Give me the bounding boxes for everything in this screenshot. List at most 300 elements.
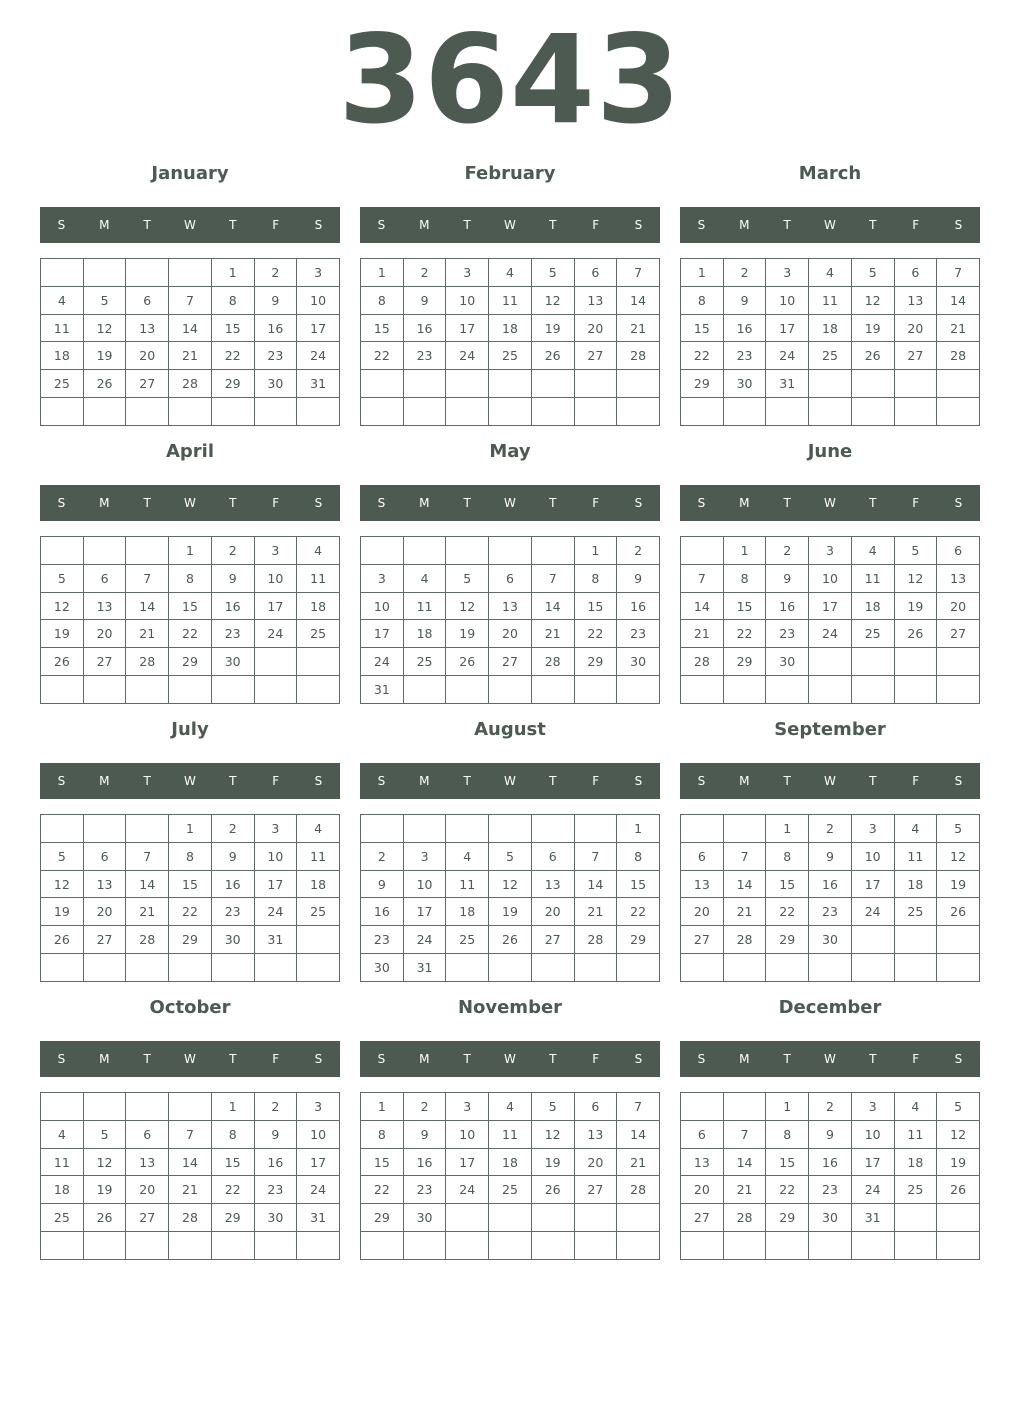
empty-cell: [766, 954, 809, 982]
day-cell: 1: [211, 1093, 254, 1121]
day-cell: 3: [297, 1093, 340, 1121]
weekday-label: S: [57, 218, 66, 232]
day-cell: 22: [766, 1176, 809, 1204]
day-cell: 11: [894, 842, 937, 870]
day-cell: 25: [851, 620, 894, 648]
weekday-label: M: [419, 496, 430, 510]
weekday-label: S: [314, 774, 323, 788]
day-cell: 18: [851, 592, 894, 620]
day-cell: 12: [894, 564, 937, 592]
day-cell: 23: [254, 1176, 297, 1204]
weekday-label: S: [634, 496, 643, 510]
month-name: February: [464, 163, 556, 184]
day-cell: 16: [617, 592, 660, 620]
day-cell: 9: [211, 842, 254, 870]
week-row: [681, 842, 980, 870]
weekday-label: T: [229, 774, 237, 788]
day-cell: 23: [809, 898, 852, 926]
day-grid: [360, 536, 660, 704]
weekday-label: S: [954, 774, 963, 788]
week-row: [681, 620, 980, 648]
empty-cell: [446, 537, 489, 565]
day-cell: 30: [809, 926, 852, 954]
day-cell: 22: [169, 620, 212, 648]
empty-cell: [211, 676, 254, 704]
empty-cell: [617, 1204, 660, 1232]
day-cell: 5: [894, 537, 937, 565]
day-cell: 13: [531, 870, 574, 898]
day-cell: 13: [574, 1120, 617, 1148]
day-cell: 13: [681, 870, 724, 898]
day-cell: 4: [489, 1093, 532, 1121]
day-cell: 6: [489, 564, 532, 592]
day-cell: 16: [809, 1148, 852, 1176]
day-cell: 30: [254, 370, 297, 398]
week-row: [681, 1232, 980, 1260]
empty-cell: [446, 815, 489, 843]
empty-cell: [126, 1093, 169, 1121]
week-row: [361, 898, 660, 926]
day-cell: 28: [531, 648, 574, 676]
day-cell: 16: [723, 314, 766, 342]
day-cell: 8: [617, 842, 660, 870]
week-row: [681, 286, 980, 314]
week-row: [361, 286, 660, 314]
empty-cell: [723, 398, 766, 426]
weekday-label: T: [143, 774, 151, 788]
day-cell: 29: [766, 1204, 809, 1232]
day-cell: 21: [681, 620, 724, 648]
weekday-label: S: [634, 1052, 643, 1066]
empty-cell: [851, 954, 894, 982]
week-row: [681, 1204, 980, 1232]
day-cell: 11: [894, 1120, 937, 1148]
empty-cell: [83, 676, 126, 704]
day-cell: 31: [297, 1204, 340, 1232]
weekday-label: F: [592, 496, 600, 510]
day-cell: 15: [361, 1148, 404, 1176]
week-row: [681, 1120, 980, 1148]
day-cell: 20: [531, 898, 574, 926]
day-cell: 17: [403, 898, 446, 926]
weekday-label: S: [314, 496, 323, 510]
day-cell: 26: [83, 1204, 126, 1232]
day-cell: 1: [766, 815, 809, 843]
weekday-label: T: [869, 496, 877, 510]
weekday-label: W: [184, 218, 196, 232]
empty-cell: [41, 676, 84, 704]
empty-cell: [617, 1232, 660, 1260]
weekday-label: F: [272, 218, 280, 232]
day-cell: 6: [83, 564, 126, 592]
empty-cell: [446, 676, 489, 704]
weekday-label: T: [229, 1052, 237, 1066]
empty-cell: [531, 1232, 574, 1260]
empty-cell: [169, 259, 212, 287]
week-row: [41, 564, 340, 592]
day-cell: 25: [894, 1176, 937, 1204]
empty-cell: [83, 398, 126, 426]
week-row: [361, 314, 660, 342]
day-cell: 11: [446, 870, 489, 898]
day-cell: 29: [169, 648, 212, 676]
day-cell: 24: [851, 1176, 894, 1204]
day-cell: 6: [574, 259, 617, 287]
day-cell: 12: [531, 1120, 574, 1148]
weekday-header: [40, 1041, 340, 1077]
week-row: [361, 620, 660, 648]
day-cell: 18: [41, 342, 84, 370]
day-cell: 4: [851, 537, 894, 565]
day-cell: 2: [723, 259, 766, 287]
day-grid: [40, 536, 340, 704]
day-cell: 9: [211, 564, 254, 592]
day-cell: 2: [211, 815, 254, 843]
day-cell: 26: [446, 648, 489, 676]
day-cell: 22: [617, 898, 660, 926]
empty-cell: [894, 648, 937, 676]
day-cell: 8: [723, 564, 766, 592]
weekday-label: W: [504, 774, 516, 788]
day-cell: 6: [531, 842, 574, 870]
day-cell: 5: [83, 1120, 126, 1148]
day-cell: 24: [446, 342, 489, 370]
empty-cell: [297, 926, 340, 954]
week-row: [681, 1176, 980, 1204]
empty-cell: [681, 1093, 724, 1121]
day-cell: 17: [851, 1148, 894, 1176]
day-cell: 2: [617, 537, 660, 565]
empty-cell: [809, 370, 852, 398]
empty-cell: [361, 370, 404, 398]
weekday-label: W: [504, 1052, 516, 1066]
week-row: [361, 398, 660, 426]
day-cell: 6: [574, 1093, 617, 1121]
weekday-label: S: [57, 496, 66, 510]
week-row: [361, 954, 660, 982]
empty-cell: [574, 370, 617, 398]
day-cell: 21: [531, 620, 574, 648]
week-row: [361, 342, 660, 370]
empty-cell: [851, 926, 894, 954]
empty-cell: [851, 370, 894, 398]
day-cell: 23: [211, 898, 254, 926]
weekday-label: M: [739, 496, 750, 510]
day-cell: 8: [681, 286, 724, 314]
day-cell: 29: [211, 370, 254, 398]
week-row: [361, 537, 660, 565]
day-cell: 28: [617, 1176, 660, 1204]
weekday-label: F: [592, 218, 600, 232]
weekday-label: F: [912, 218, 920, 232]
day-cell: 9: [403, 1120, 446, 1148]
day-cell: 1: [574, 537, 617, 565]
day-cell: 16: [254, 314, 297, 342]
day-cell: 5: [489, 842, 532, 870]
day-cell: 3: [851, 1093, 894, 1121]
day-cell: 3: [254, 537, 297, 565]
day-cell: 1: [681, 259, 724, 287]
day-cell: 18: [403, 620, 446, 648]
empty-cell: [254, 648, 297, 676]
day-cell: 15: [766, 870, 809, 898]
day-cell: 23: [403, 342, 446, 370]
empty-cell: [297, 954, 340, 982]
day-cell: 3: [851, 815, 894, 843]
day-cell: 7: [169, 1120, 212, 1148]
week-row: [681, 342, 980, 370]
empty-cell: [574, 1232, 617, 1260]
day-cell: 22: [211, 1176, 254, 1204]
day-cell: 13: [83, 592, 126, 620]
day-cell: 20: [126, 342, 169, 370]
day-cell: 10: [254, 564, 297, 592]
day-cell: 5: [41, 564, 84, 592]
day-cell: 15: [169, 870, 212, 898]
day-cell: 4: [489, 259, 532, 287]
day-cell: 14: [574, 870, 617, 898]
empty-cell: [894, 398, 937, 426]
weekday-label: S: [954, 218, 963, 232]
week-row: [681, 592, 980, 620]
week-row: [681, 926, 980, 954]
day-cell: 22: [361, 342, 404, 370]
weekday-label: T: [143, 496, 151, 510]
day-cell: 29: [681, 370, 724, 398]
day-cell: 7: [937, 259, 980, 287]
empty-cell: [723, 954, 766, 982]
weekday-label: T: [869, 1052, 877, 1066]
day-cell: 19: [489, 898, 532, 926]
weekday-label: W: [184, 496, 196, 510]
day-cell: 17: [297, 1148, 340, 1176]
day-cell: 26: [937, 898, 980, 926]
weekday-label: S: [377, 1052, 386, 1066]
week-row: [41, 1232, 340, 1260]
day-cell: 27: [894, 342, 937, 370]
week-row: [41, 286, 340, 314]
weekday-label: F: [272, 774, 280, 788]
day-cell: 29: [169, 926, 212, 954]
weekday-label: T: [143, 1052, 151, 1066]
weekday-label: T: [783, 1052, 791, 1066]
weekday-header: [680, 485, 980, 521]
day-cell: 12: [41, 592, 84, 620]
empty-cell: [723, 815, 766, 843]
day-cell: 30: [403, 1204, 446, 1232]
day-cell: 29: [766, 926, 809, 954]
weekday-label: W: [504, 496, 516, 510]
day-cell: 14: [126, 870, 169, 898]
weekday-label: T: [229, 218, 237, 232]
day-cell: 18: [297, 592, 340, 620]
day-cell: 30: [766, 648, 809, 676]
weekday-label: S: [377, 496, 386, 510]
empty-cell: [446, 1204, 489, 1232]
week-row: [361, 842, 660, 870]
empty-cell: [617, 398, 660, 426]
empty-cell: [83, 815, 126, 843]
weekday-label: W: [504, 218, 516, 232]
day-cell: 8: [766, 1120, 809, 1148]
day-cell: 12: [446, 592, 489, 620]
weekday-label: T: [783, 218, 791, 232]
day-grid: [680, 536, 980, 704]
week-row: [41, 398, 340, 426]
weekday-label: M: [99, 496, 110, 510]
empty-cell: [617, 370, 660, 398]
day-cell: 23: [254, 342, 297, 370]
weekday-label: W: [824, 218, 836, 232]
empty-cell: [937, 398, 980, 426]
week-row: [41, 592, 340, 620]
day-cell: 19: [41, 620, 84, 648]
empty-cell: [851, 648, 894, 676]
day-cell: 20: [126, 1176, 169, 1204]
day-cell: 8: [361, 1120, 404, 1148]
day-cell: 21: [169, 342, 212, 370]
empty-cell: [531, 954, 574, 982]
week-row: [41, 898, 340, 926]
day-cell: 4: [446, 842, 489, 870]
day-cell: 26: [894, 620, 937, 648]
day-cell: 3: [766, 259, 809, 287]
empty-cell: [489, 370, 532, 398]
empty-cell: [41, 815, 84, 843]
weekday-label: T: [869, 218, 877, 232]
day-cell: 2: [403, 1093, 446, 1121]
day-cell: 25: [41, 370, 84, 398]
day-cell: 30: [254, 1204, 297, 1232]
day-cell: 25: [41, 1204, 84, 1232]
empty-cell: [403, 815, 446, 843]
day-grid: [680, 1092, 980, 1260]
weekday-label: T: [463, 496, 471, 510]
day-cell: 4: [297, 815, 340, 843]
empty-cell: [894, 676, 937, 704]
weekday-label: S: [377, 218, 386, 232]
day-cell: 14: [937, 286, 980, 314]
day-cell: 21: [723, 898, 766, 926]
day-cell: 20: [574, 314, 617, 342]
empty-cell: [489, 676, 532, 704]
day-cell: 26: [531, 342, 574, 370]
day-cell: 18: [489, 1148, 532, 1176]
empty-cell: [403, 537, 446, 565]
day-cell: 29: [723, 648, 766, 676]
day-cell: 10: [254, 842, 297, 870]
day-cell: 29: [211, 1204, 254, 1232]
day-cell: 4: [894, 815, 937, 843]
day-cell: 7: [617, 259, 660, 287]
day-cell: 15: [617, 870, 660, 898]
weekday-label: S: [697, 496, 706, 510]
day-cell: 14: [617, 1120, 660, 1148]
empty-cell: [83, 537, 126, 565]
day-cell: 28: [169, 1204, 212, 1232]
empty-cell: [41, 954, 84, 982]
day-cell: 19: [851, 314, 894, 342]
day-cell: 22: [681, 342, 724, 370]
day-cell: 11: [489, 286, 532, 314]
year-title: 3643: [338, 9, 682, 151]
empty-cell: [574, 398, 617, 426]
day-cell: 7: [574, 842, 617, 870]
week-row: [681, 537, 980, 565]
day-cell: 8: [211, 1120, 254, 1148]
day-grid: [40, 814, 340, 982]
empty-cell: [766, 676, 809, 704]
weekday-label: T: [229, 496, 237, 510]
day-cell: 2: [361, 842, 404, 870]
day-cell: 28: [126, 926, 169, 954]
day-cell: 7: [681, 564, 724, 592]
empty-cell: [126, 537, 169, 565]
empty-cell: [446, 398, 489, 426]
empty-cell: [403, 676, 446, 704]
day-cell: 5: [41, 842, 84, 870]
day-cell: 24: [297, 342, 340, 370]
week-row: [681, 370, 980, 398]
empty-cell: [574, 676, 617, 704]
day-cell: 5: [851, 259, 894, 287]
day-cell: 7: [126, 564, 169, 592]
day-cell: 28: [723, 1204, 766, 1232]
weekday-header: [680, 207, 980, 243]
empty-cell: [41, 1093, 84, 1121]
day-cell: 6: [83, 842, 126, 870]
day-cell: 12: [937, 842, 980, 870]
day-cell: 10: [766, 286, 809, 314]
day-cell: 16: [211, 592, 254, 620]
empty-cell: [937, 1232, 980, 1260]
day-cell: 19: [83, 1176, 126, 1204]
empty-cell: [297, 676, 340, 704]
week-row: [681, 815, 980, 843]
day-cell: 21: [723, 1176, 766, 1204]
day-cell: 9: [809, 842, 852, 870]
day-cell: 1: [766, 1093, 809, 1121]
empty-cell: [446, 954, 489, 982]
empty-cell: [254, 954, 297, 982]
empty-cell: [531, 676, 574, 704]
weekday-label: T: [783, 496, 791, 510]
week-row: [41, 815, 340, 843]
day-cell: 30: [361, 954, 404, 982]
empty-cell: [681, 537, 724, 565]
empty-cell: [126, 398, 169, 426]
week-row: [361, 870, 660, 898]
week-row: [361, 1176, 660, 1204]
weekday-label: M: [419, 774, 430, 788]
day-cell: 16: [403, 1148, 446, 1176]
empty-cell: [169, 676, 212, 704]
weekday-label: W: [824, 1052, 836, 1066]
empty-cell: [723, 1232, 766, 1260]
day-cell: 14: [126, 592, 169, 620]
day-cell: 9: [254, 286, 297, 314]
empty-cell: [169, 1232, 212, 1260]
day-cell: 17: [297, 314, 340, 342]
day-cell: 11: [297, 842, 340, 870]
empty-cell: [489, 398, 532, 426]
day-cell: 1: [361, 259, 404, 287]
day-cell: 7: [126, 842, 169, 870]
day-cell: 15: [211, 314, 254, 342]
weekday-label: M: [739, 218, 750, 232]
month-name: July: [171, 719, 209, 740]
empty-cell: [809, 398, 852, 426]
